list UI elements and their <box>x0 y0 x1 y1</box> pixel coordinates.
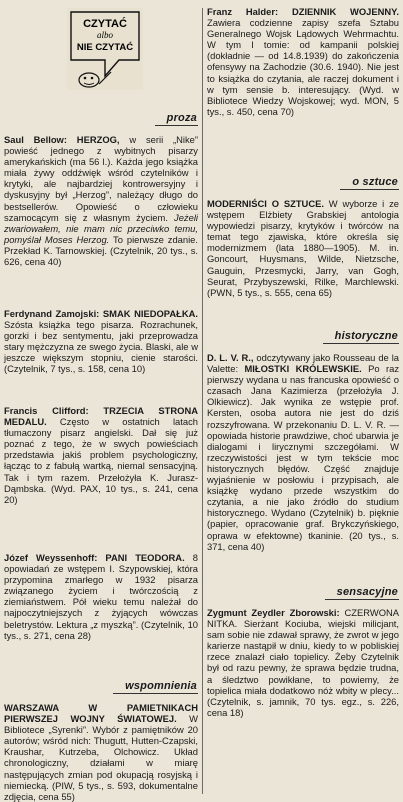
section-sensacyjne: sensacyjne <box>325 586 399 598</box>
entry-bellow <box>4 134 198 267</box>
entry-weyssenhoff-head: Józef Weyssenhoff: PANI TEODORA. <box>4 552 185 563</box>
entry-clifford <box>4 405 198 505</box>
entry-modernisci-head: MODERNIŚCI O SZTUCE. <box>207 198 324 209</box>
entry-zborowski-head: Zygmunt Zeydler Zborowski: <box>207 607 340 618</box>
entry-warszawa-body: W Bibliotece „Syrenki”. Wybór z pamiętników 20 autorów; wśród nich: Thugutt, Hutten-Czapski, Kraushar, Kutrzeba, Olchowicz. Układ chronologiczny, działami w miarę następujących zmian pod okupacją rosyjską i niemiecką. (PIW, 5 tys., s. 593, dokumentalne zdjęcia, cena 55) <box>4 713 198 802</box>
entry-bellow-head: Saul Bellow: HERZOG, <box>4 134 120 145</box>
entry-dlvr <box>207 352 399 552</box>
entry-dlvr-intro: odczytywany jako Rousseau de la Valette: <box>207 352 399 375</box>
entry-warszawa <box>4 702 198 802</box>
entry-zborowski-title: CZERWONA NITKA. <box>207 607 400 630</box>
entry-weyssenhoff <box>4 552 198 641</box>
entry-halder-title: DZIENNIK WOJENNY. <box>291 6 400 17</box>
entry-clifford-head: Francis Clifford: TRZECIA STRONA MEDALU. <box>4 405 198 428</box>
entry-weyssenhoff-body: 8 opowiadań ze wstępem I. Szypowskiej, która przypomina zmarłego w 1932 pisarza związanego życiem i twórczością z ziemiaństwem. Pół wieku temu należał do najpoczytniejszych z żyjących wówczas beletrystów. Lektura „z myszką”. (Czytelnik, 10 tys., s. 271, cena 28) <box>4 552 198 641</box>
logo-line2: albo <box>96 30 114 40</box>
entry-bellow-quote: Jeżeli zwariowałem, nie mam nic przeciwko temu, pomyślał Moses Herzog. <box>4 211 198 245</box>
entry-zamojski-head: Ferdynand Zamojski: SMAK NIEDOPAŁKA. <box>4 308 198 319</box>
section-wspomnienia: wspomnienia <box>113 680 198 692</box>
column-divider <box>202 8 203 794</box>
entry-zborowski <box>207 607 399 718</box>
entry-modernisci-body: W wyborze i ze wstępem Elżbiety Grabskiej antologia wypowiedzi pisarzy, krytyków i twórców na temat tego zjawiska, które określa się modernizmem (lata 1880—1905). M. in. Goncourt, Huysmans, Wilde, Nietzsche, Gauguin, Przesmycki, Jarry, van Gogh, Seurat, Przybyszewski, Rilke, Marchlewski. (PWN, 5 tys., s. 555, cena 65) <box>207 198 399 298</box>
section-proza: proza <box>155 112 198 124</box>
entry-halder-head: Franz Halder: <box>207 6 279 17</box>
entry-halder <box>207 6 399 117</box>
section-o-sztuce: o sztuce <box>340 176 399 188</box>
entry-halder-body: Zawiera codzienne zapisy szefa Sztabu Generalnego Wojsk Lądowych Wehrmachtu. W tym I tomie: od kampanii polskiej (dokładnie — od 14.8.1939) do zakończenia ofensywy na Zachodzie (30.6. 1940). Nie jest to książka do czytania, ale raczej dokument i w tym sensie b. interesujący. (Wyd. w Bibliotece Wiedzy Wojskowej; wyd. MON, 5 tys., s. 450, cena 70) <box>207 17 399 117</box>
entry-bellow-body1: w serii „Nike” powieść jednego z wybitnych pisarzy amerykańskich (ma 56 l.). Każda jego książka miała żywy oddźwięk wśród czytelników i krytyki, ale najbardziej kontrowersyjny i dyskusyjny był „Herzog”, należący długo do bestsellerów. Opowieść o człowieku szamocącym się z własnym życiem. <box>4 134 198 223</box>
section-historyczne: historyczne <box>323 330 399 342</box>
entry-clifford-body: Często w ostatnich latach tłumaczony pisarz angielski. Dał się już poznać z tego, że w swych powieściach przedstawia jakiś problem psychologiczny, łącząc to z fabułą wartką, niemal sensacyjną. Tak i tym razem. Przełożyła K. Jurasz-Dąmbska. (Wyd. PAX, 10 tys., s. 241, cena 20) <box>4 416 198 505</box>
entry-warszawa-head: WARSZAWA W PAMIETNIKACH PIERWSZEJ WOJNY ŚWIATOWEJ. <box>4 702 198 725</box>
entry-dlvr-body: Po raz pierwszy wydana u nas francuska opowieść o czasach Jana Kazimierza (przełożyła J. Olkiewicz). Jak wynika ze wstępie prof. Kersten, osoba autora nie jest do dziś rozszyfrowana. W przekonaniu D. L. V. R. — opowiada historie prawdziwe, choć ubarwia je dialogami i lirycznymi szczegółami. W rzeczywistości jest w tym tekście moc historycznych błędów. Część znajduje wyjaśnienie w posłowiu i przypisach, ale książkę wydano przede wszystkim do czytania, a nie jako źródło do studium historycznego. Wydano (Czytelnik) b. pięknie (papier, opracowanie graf. Brykczyńskiego, oprawa w efektowne) tkaninie. (20 tys., s. 371, cena 40) <box>207 363 400 552</box>
logo-line3: NIE CZYTAĆ <box>76 42 134 53</box>
czytac-albo-nie-czytac-logo <box>59 6 151 92</box>
entry-bellow-body2: To pierwsze zdanie. Przekład K. Tarnowskiej. (Czytelnik, 20 tys., s. 626, cena 40) <box>4 233 198 268</box>
entry-zamojski-body: Szósta książka tego pisarza. Rozrachunek, gorzki i bez sentymentu, jaki przeprowadza stary mężczyzna ze swego życia. Blaski, ale w jeszcze większym stopniu, cienie starości. (Czytelnik, 7 tys., s. 158, cena 10) <box>4 319 198 375</box>
entry-modernisci <box>207 198 399 298</box>
logo-line1: CZYTAĆ <box>83 18 127 30</box>
entry-zamojski <box>4 308 198 375</box>
entry-dlvr-title: MIŁOSTKI KRÓLEWSKIE. <box>244 363 362 375</box>
entry-zborowski-body: Sierżant Kociuba, wiejski milicjant, sam sobie nie zdawał sprawy, że zwrot w jego karierze nastąpił w dniu, kiedy to w pobliskiej rzece znalazł ciało topielicy. Żeby Czytelnik był od razu pewny, że sprawa będzie trudna, a śledztwo powikłane, to powiemy, że topielica miała dodatkowo nóż wbity w plecy... (Czytelnik, s. jamnik, 70 tys. egz., s. 226, cena 18) <box>207 618 399 718</box>
entry-dlvr-head: D. L. V. R., <box>207 352 254 363</box>
